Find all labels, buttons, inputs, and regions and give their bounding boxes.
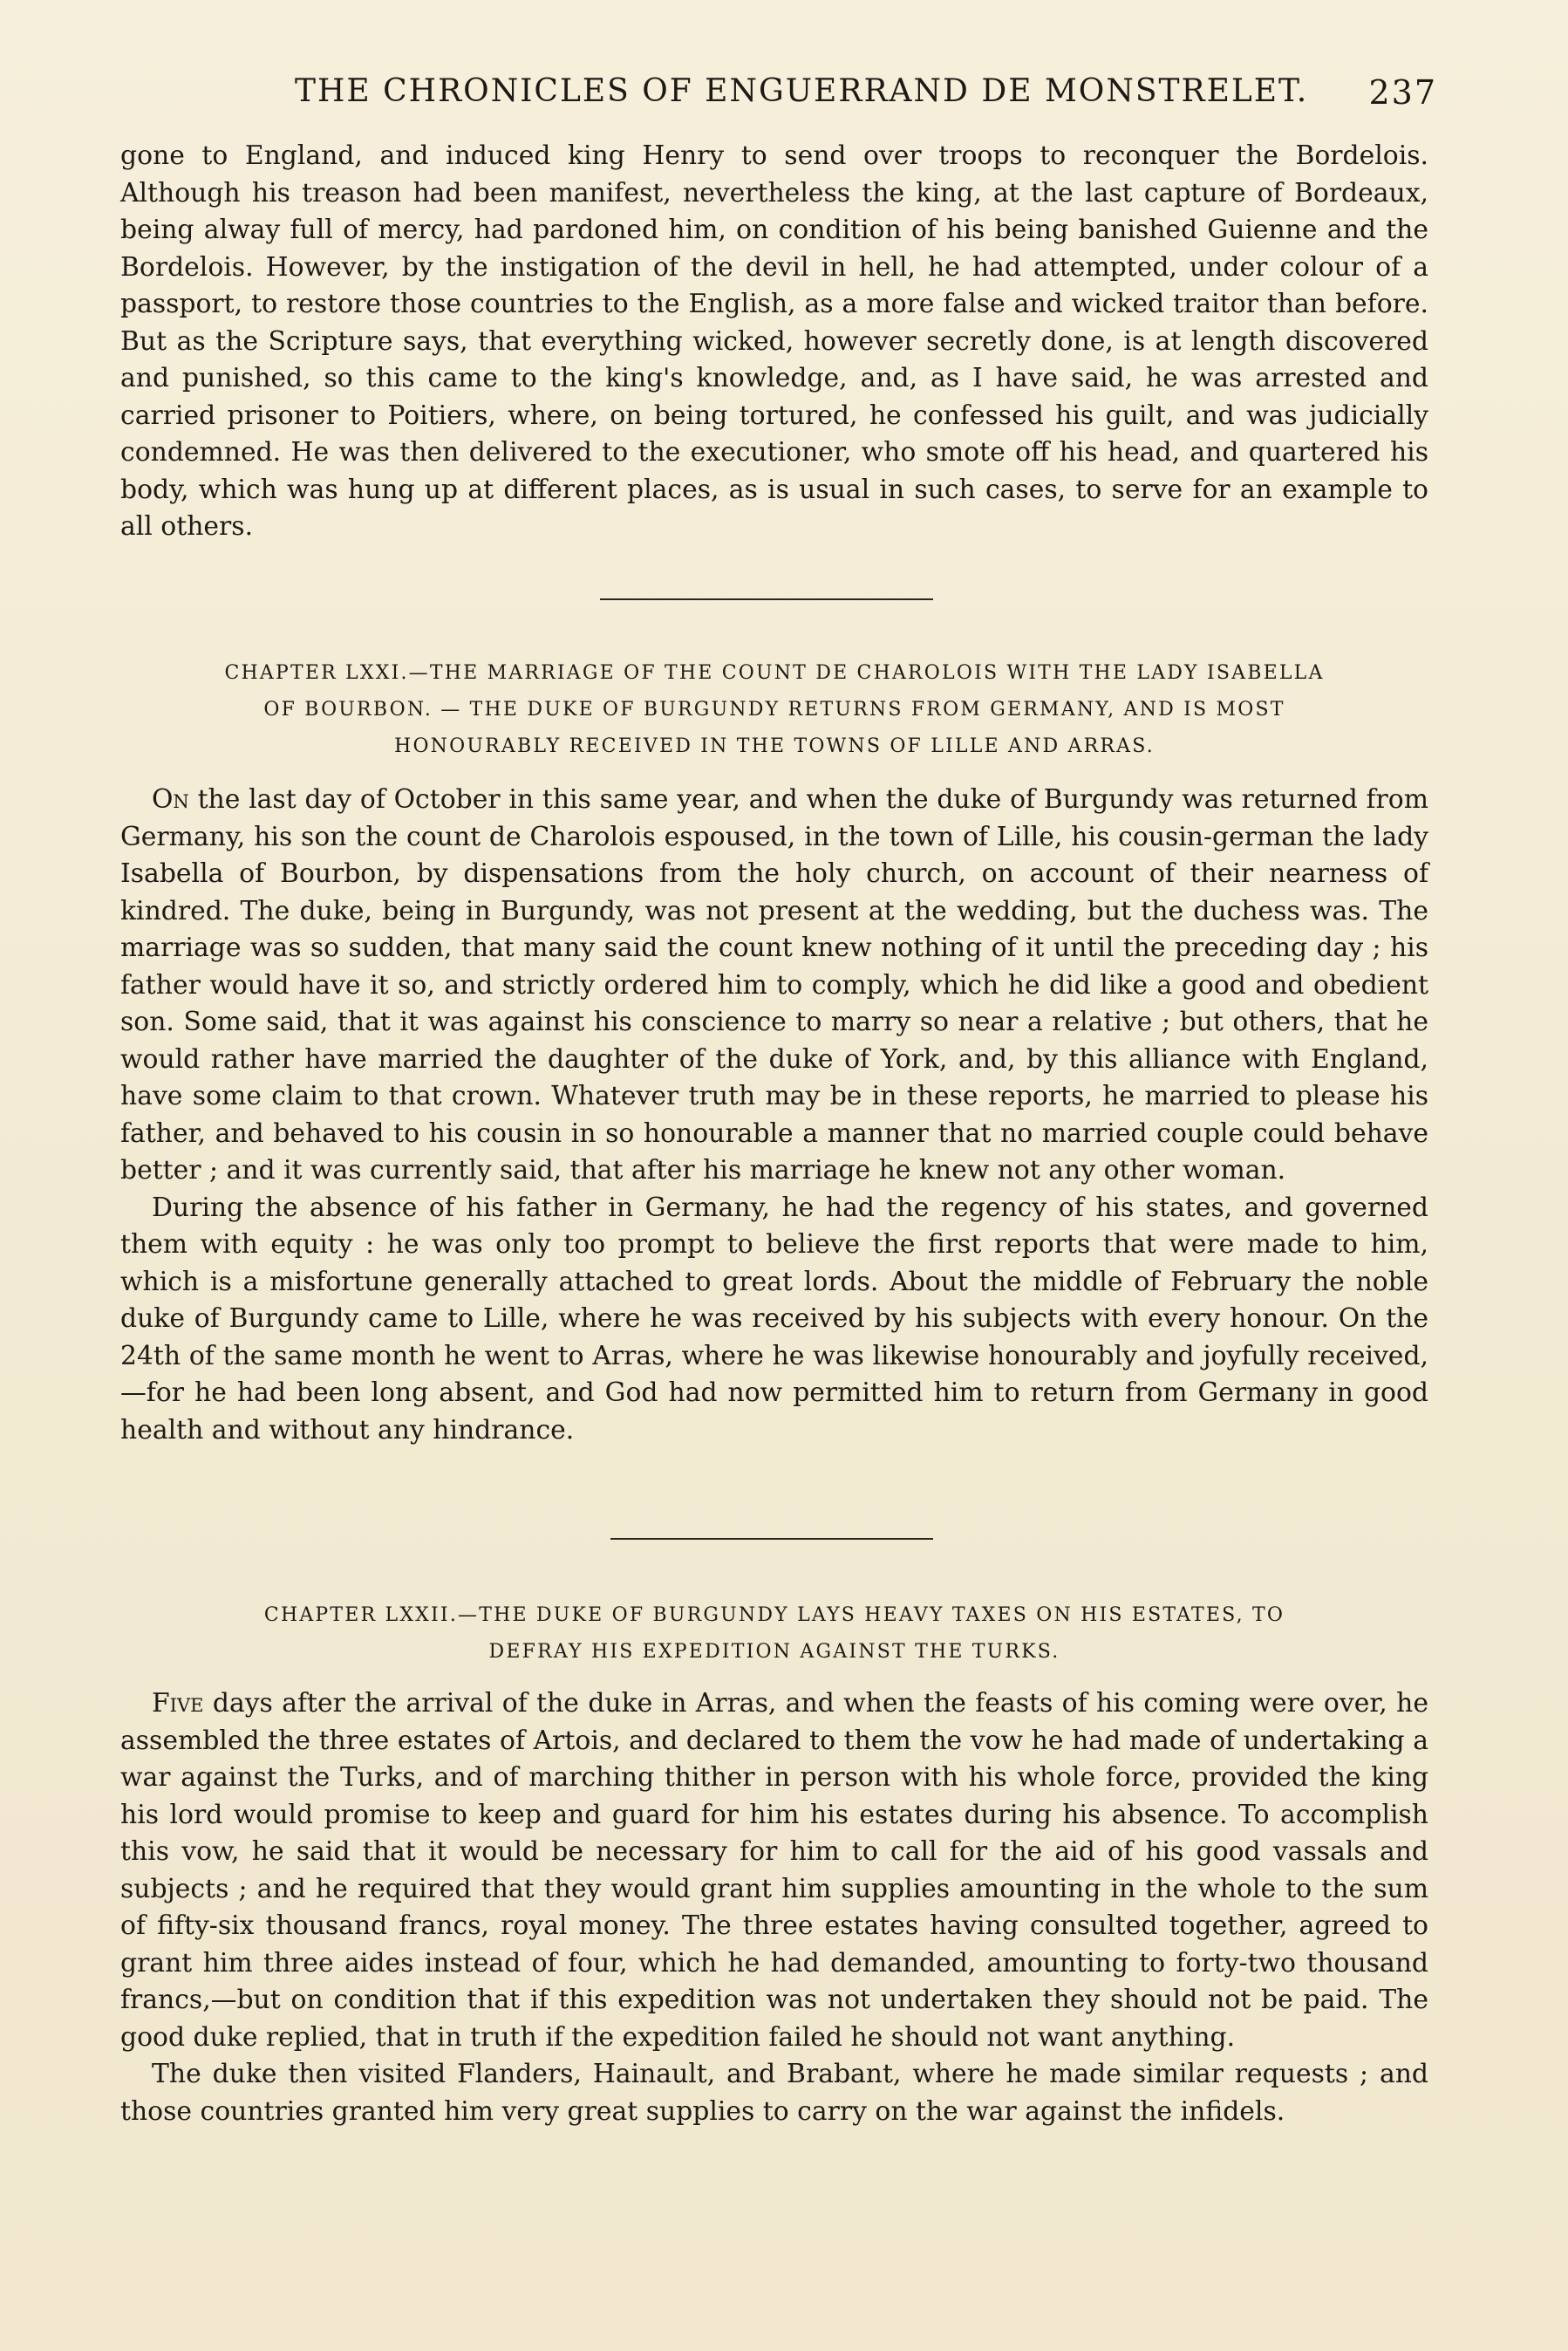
chapter-71-paragraph-1	[120, 782, 1428, 1190]
chapter-72-body	[120, 1685, 1428, 2130]
chapter-71-heading-line-1: CHAPTER LXXI.—THE MARRIAGE OF THE COUNT DE CHAROLOIS WITH THE LADY ISABELLA	[224, 662, 1325, 684]
chapter-71-heading	[120, 655, 1428, 765]
chapter-71-lead-word: On	[152, 784, 189, 815]
page-number: 237	[1368, 73, 1437, 112]
chapter-71-paragraph-2: During the absence of his father in Germany, he had the regency of his states, and governed them with equity : he was only too prompt to believe the first reports that were made to him, which is a misfortune generally attached to great lords. About the middle of February the noble duke of Burgundy came to Lille, where he was received by his subjects with every honour. On the 24th of the same month he went to Arras, where he was likewise honourably and joyfully received,—for he had been long absent, and God had now permitted him to return from Germany in good health and without any hindrance.	[120, 1192, 1428, 1445]
continued-paragraph: gone to England, and induced king Henry to send over troops to reconquer the Bordelois. Although his treason had been manifest, nevertheless the king, at the last capture of Bordeaux, being alway full of mercy, had pardoned him, on condition of his being banished Guienne and the Bordelois. However, by the instigation of the devil in hell, he had attempted, under colour of a passport, to restore those countries to the English, as a more false and wicked traitor than before. But as the Scripture says, that everything wicked, however secretly done, is at length discovered and punished, so this came to the king's knowledge, and, as I have said, he was arrested and carried prisoner to Poitiers, where, on being tortured, he confessed his guilt, and was judicially condemned. He was then delivered to the executioner, who smote off his head, and quartered his body, which was hung up at different places, as is usual in such cases, to serve for an example to all others.	[120, 140, 1428, 542]
chapter-71-heading-line-2: OF BOURBON. — THE DUKE OF BURGUNDY RETURNS FROM GERMANY, AND IS MOST	[263, 699, 1285, 721]
section-divider-2	[610, 1538, 933, 1540]
chapter-71-body	[120, 782, 1428, 1449]
section-divider-1	[600, 598, 933, 600]
running-title: THE CHRONICLES OF ENGUERRAND DE MONSTRELET.	[295, 73, 1309, 109]
chapter-72-heading-line-2: DEFRAY HIS EXPEDITION AGAINST THE TURKS.	[488, 1641, 1060, 1663]
continued-paragraph-block	[120, 138, 1428, 546]
chapter-71-heading-line-3: HONOURABLY RECEIVED IN THE TOWNS OF LILLE AND ARRAS.	[394, 735, 1155, 757]
chapter-72-paragraph-1-text: days after the arrival of the duke in Arras, and when the feasts of his coming were over, he assembled the three estates of Artois, and declared to them the vow he had made of undertaking a war against the Turks, and of marching thither in person with his whole force, provided the king his lord would promise to keep and guard for him his estates during his absence. To accomplish this vow, he said that it would be necessary for him to call for the aid of his good vassals and subjects ; and he required that they would grant him supplies amounting in the whole to the sum of fifty-six thousand francs, royal money. The three estates having consulted together, agreed to grant him three aides instead of four, which he had demanded, amounting to forty-two thousand francs,—but on condition that if this expedition was not undertaken they should not be paid. The good duke replied, that in truth if the expedition failed he should not want anything.	[120, 1688, 1428, 2053]
chapter-72-paragraph-2: The duke then visited Flanders, Hainault, and Brabant, where he made similar requests ; and those countries granted him very great supplies to carry on the war against the infidels.	[120, 2059, 1428, 2127]
chapter-72-heading	[120, 1597, 1428, 1671]
chapter-71-paragraph-1-text: the last day of October in this same year, and when the duke of Burgundy was returned from Germany, his son the count de Charolois espoused, in the town of Lille, his cousin-german the lady Isabella of Bourbon, by dispensations from the holy church, on account of their nearness of kindred. The duke, being in Burgundy, was not present at the wedding, but the duchess was. The marriage was so sudden, that many said the count knew nothing of it until the preceding day ; his father would have it so, and strictly ordered him to comply, which he did like a good and obedient son. Some said, that it was against his conscience to marry so near a relative ; but others, that he would rather have married the daughter of the duke of York, and, by this alliance with England, have some claim to that crown. Whatever truth may be in these reports, he married to please his father, and behaved to his cousin in so honourable a manner that no married couple could behave better ; and it was currently said, that after his marriage he knew not any other woman.	[120, 784, 1428, 1186]
chapter-72-heading-line-1: CHAPTER LXXII.—THE DUKE OF BURGUNDY LAYS HEAVY TAXES ON HIS ESTATES, TO	[263, 1604, 1285, 1626]
chapter-72-paragraph-1	[120, 1685, 1428, 2056]
running-head	[295, 73, 1437, 117]
chapter-72-lead-word: Five	[152, 1688, 204, 1719]
